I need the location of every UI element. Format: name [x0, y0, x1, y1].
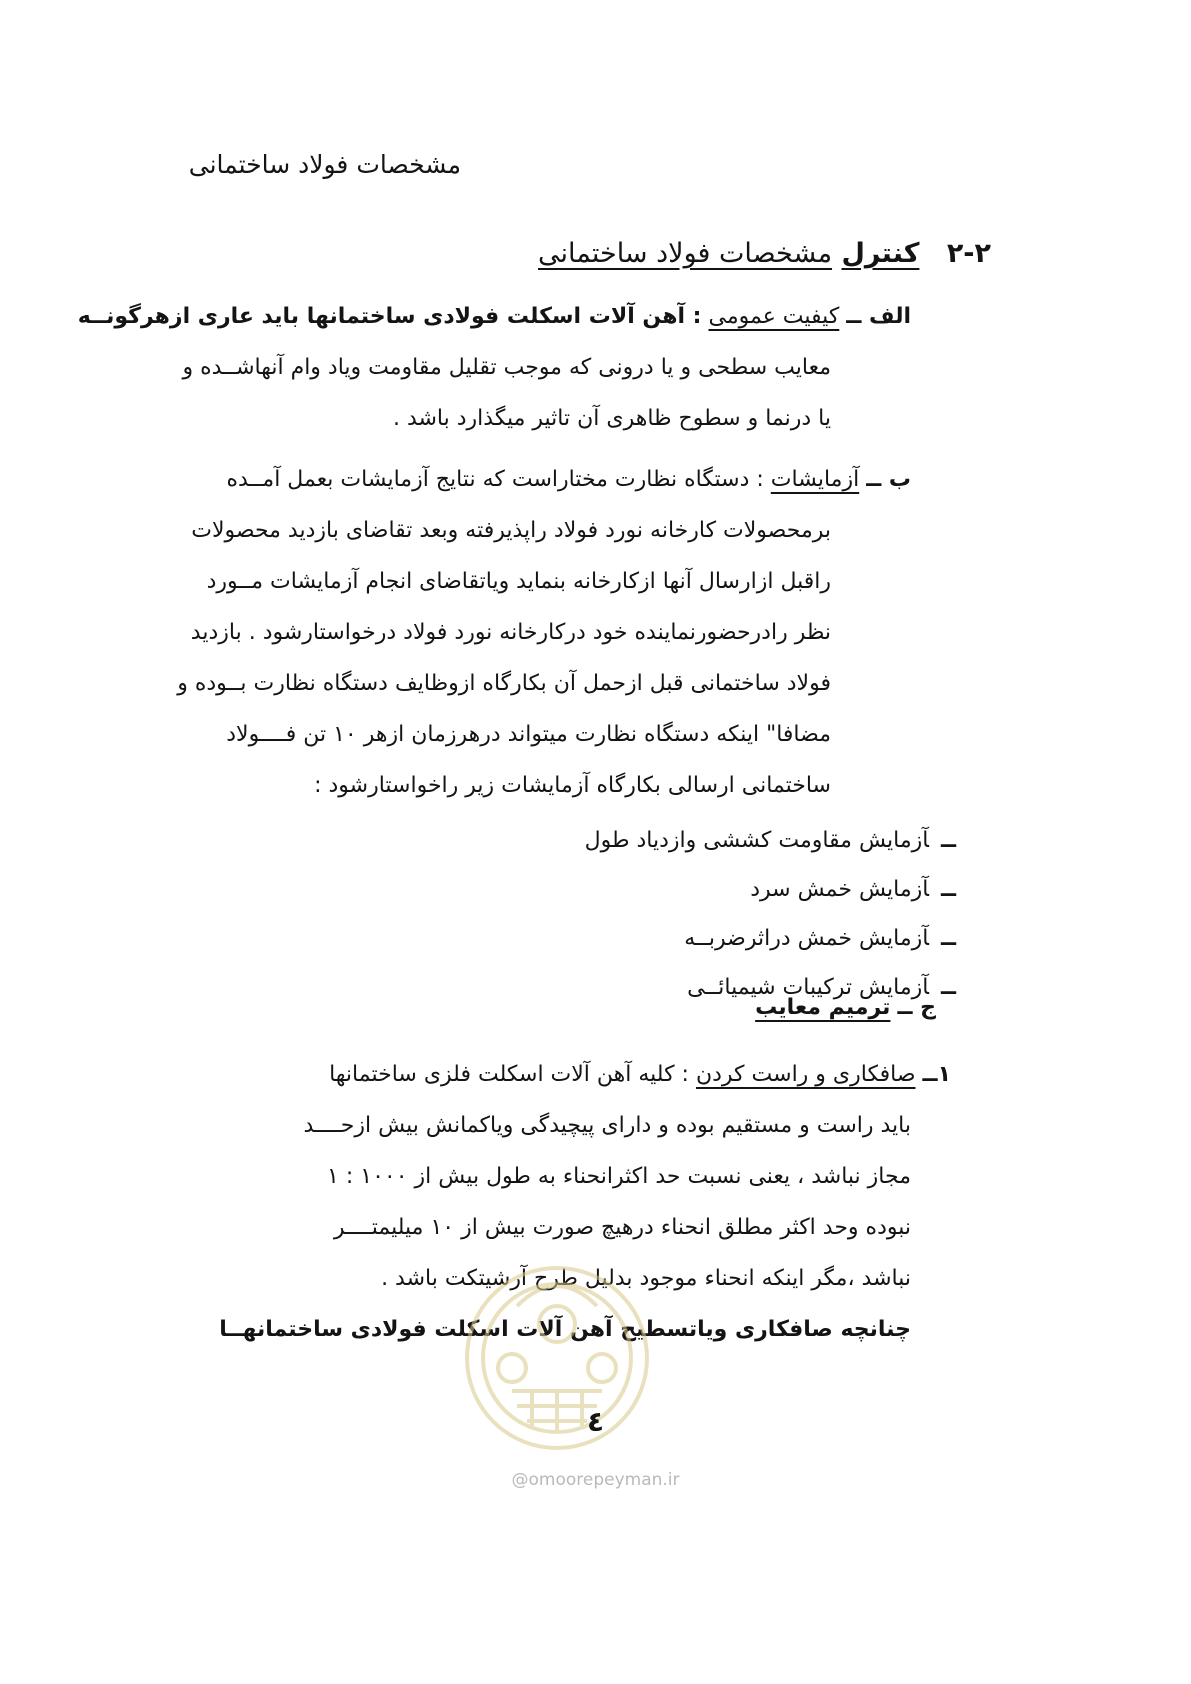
part-b-text-5: فولاد ساختمانی قبل ازحمل آن بکارگاه ازوظایف دستگاه نظارت بــوده و: [177, 671, 831, 696]
part-a: [77, 291, 911, 444]
section-title-rest: مشخصات فولاد ساختمانی: [538, 238, 833, 269]
list-item: ــآزمایش خمش دراثرضربــه: [684, 926, 956, 951]
part-a-text-3: یا درنما و سطوح ظاهری آن تاثیر میگذارد باشد .: [392, 406, 831, 431]
part-b-text-1: : دستگاه نظارت مختاراست که نتایج آزمایشات بعمل آمــده: [226, 467, 764, 492]
item-1-text-2: باید راست و مستقیم بوده و دارای پیچیدگی ویاکمانش بیش ازحــــد: [303, 1113, 911, 1138]
list-item: ــآزمایش خمش سرد: [750, 877, 956, 902]
watermark-text: @omoorepeyman.ir: [511, 1470, 680, 1490]
item-1-text-3: مجاز نباشد ، یعنی نسبت حد اکثرانحناء به طول بیش از ۱۰۰۰ : ۱: [327, 1164, 911, 1189]
part-b-text-2: برمحصولات کارخانه نورد فولاد راپذیرفته وبعد تقاضای بازدید محصولات: [191, 518, 831, 543]
section-number: ۲-۲: [946, 238, 991, 269]
item-1-text-4: نبوده وحد اکثر مطلق انحناء درهیچ صورت بیش از ۱۰ میلیمتــــر: [333, 1215, 911, 1240]
part-b: [161, 454, 911, 811]
part-c-line: [636, 982, 936, 1033]
part-c-title: ترمیم معایب: [755, 995, 891, 1020]
page-number: ٤: [586, 1405, 605, 1438]
part-a-text-2: معایب سطحی و یا درونی که موجب تقلیل مقاومت ویاد وام آنهاشــده و: [182, 355, 831, 380]
part-a-title: کیفیت عمومی: [708, 304, 840, 329]
part-a-text-1: : آهن آلات اسکلت فولادی ساختمانها باید عاری ازهرگونــه: [77, 304, 702, 329]
list-item: ــآزمایش مقاومت کششی وازدیاد طول: [584, 828, 956, 853]
section-heading: [538, 238, 991, 269]
part-a-label: الف ــ: [846, 304, 911, 329]
part-b-label: ب ــ: [866, 467, 911, 492]
part-b-text-4: نظر رادرحضورنماینده خود درکارخانه نورد فولاد درخواستارشود . بازدید: [190, 620, 831, 645]
item-1-text-6: چنانچه صافکاری ویاتسطیح آهن آلات اسکلت فولادی ساختمانهــا: [219, 1317, 911, 1342]
part-b-text-7: ساختمانی ارسالی بکارگاه آزمایشات زیر راخواستارشود :: [314, 773, 831, 798]
item-1-line-1: [191, 1049, 951, 1100]
part-b-line-1: [161, 454, 911, 505]
item-1-label: ۱ــ: [922, 1062, 951, 1087]
part-b-text-3: راقبل ازارسال آنها ازکارخانه بنماید ویاتقاضای انجام آزمایشات مــورد: [206, 569, 831, 594]
item-1-text-5: نباشد ،مگر اینکه انحناء موجود بدلیل طرح آرشیتکت باشد .: [381, 1266, 911, 1291]
part-a-line-1: [77, 291, 911, 342]
part-c: [636, 982, 936, 1033]
list-item: ــآزمایش ترکیبات شیمیائــی: [687, 975, 956, 1000]
page-header-title: مشخصات فولاد ساختمانی: [188, 150, 461, 179]
item-1-title: صافکاری و راست کردن: [695, 1062, 916, 1087]
item-1-text-1: : کلیه آهن آلات اسکلت فلزی ساختمانها: [329, 1062, 689, 1087]
part-b-text-6: مضافا" اینکه دستگاه نظارت میتواند درهرزمان ازهر ۱۰ تن فــــولاد: [226, 722, 831, 747]
part-c-label: ج ــ: [897, 995, 936, 1020]
section-title-bold: کنترل: [841, 238, 920, 269]
part-b-title: آزمایشات: [770, 467, 860, 492]
